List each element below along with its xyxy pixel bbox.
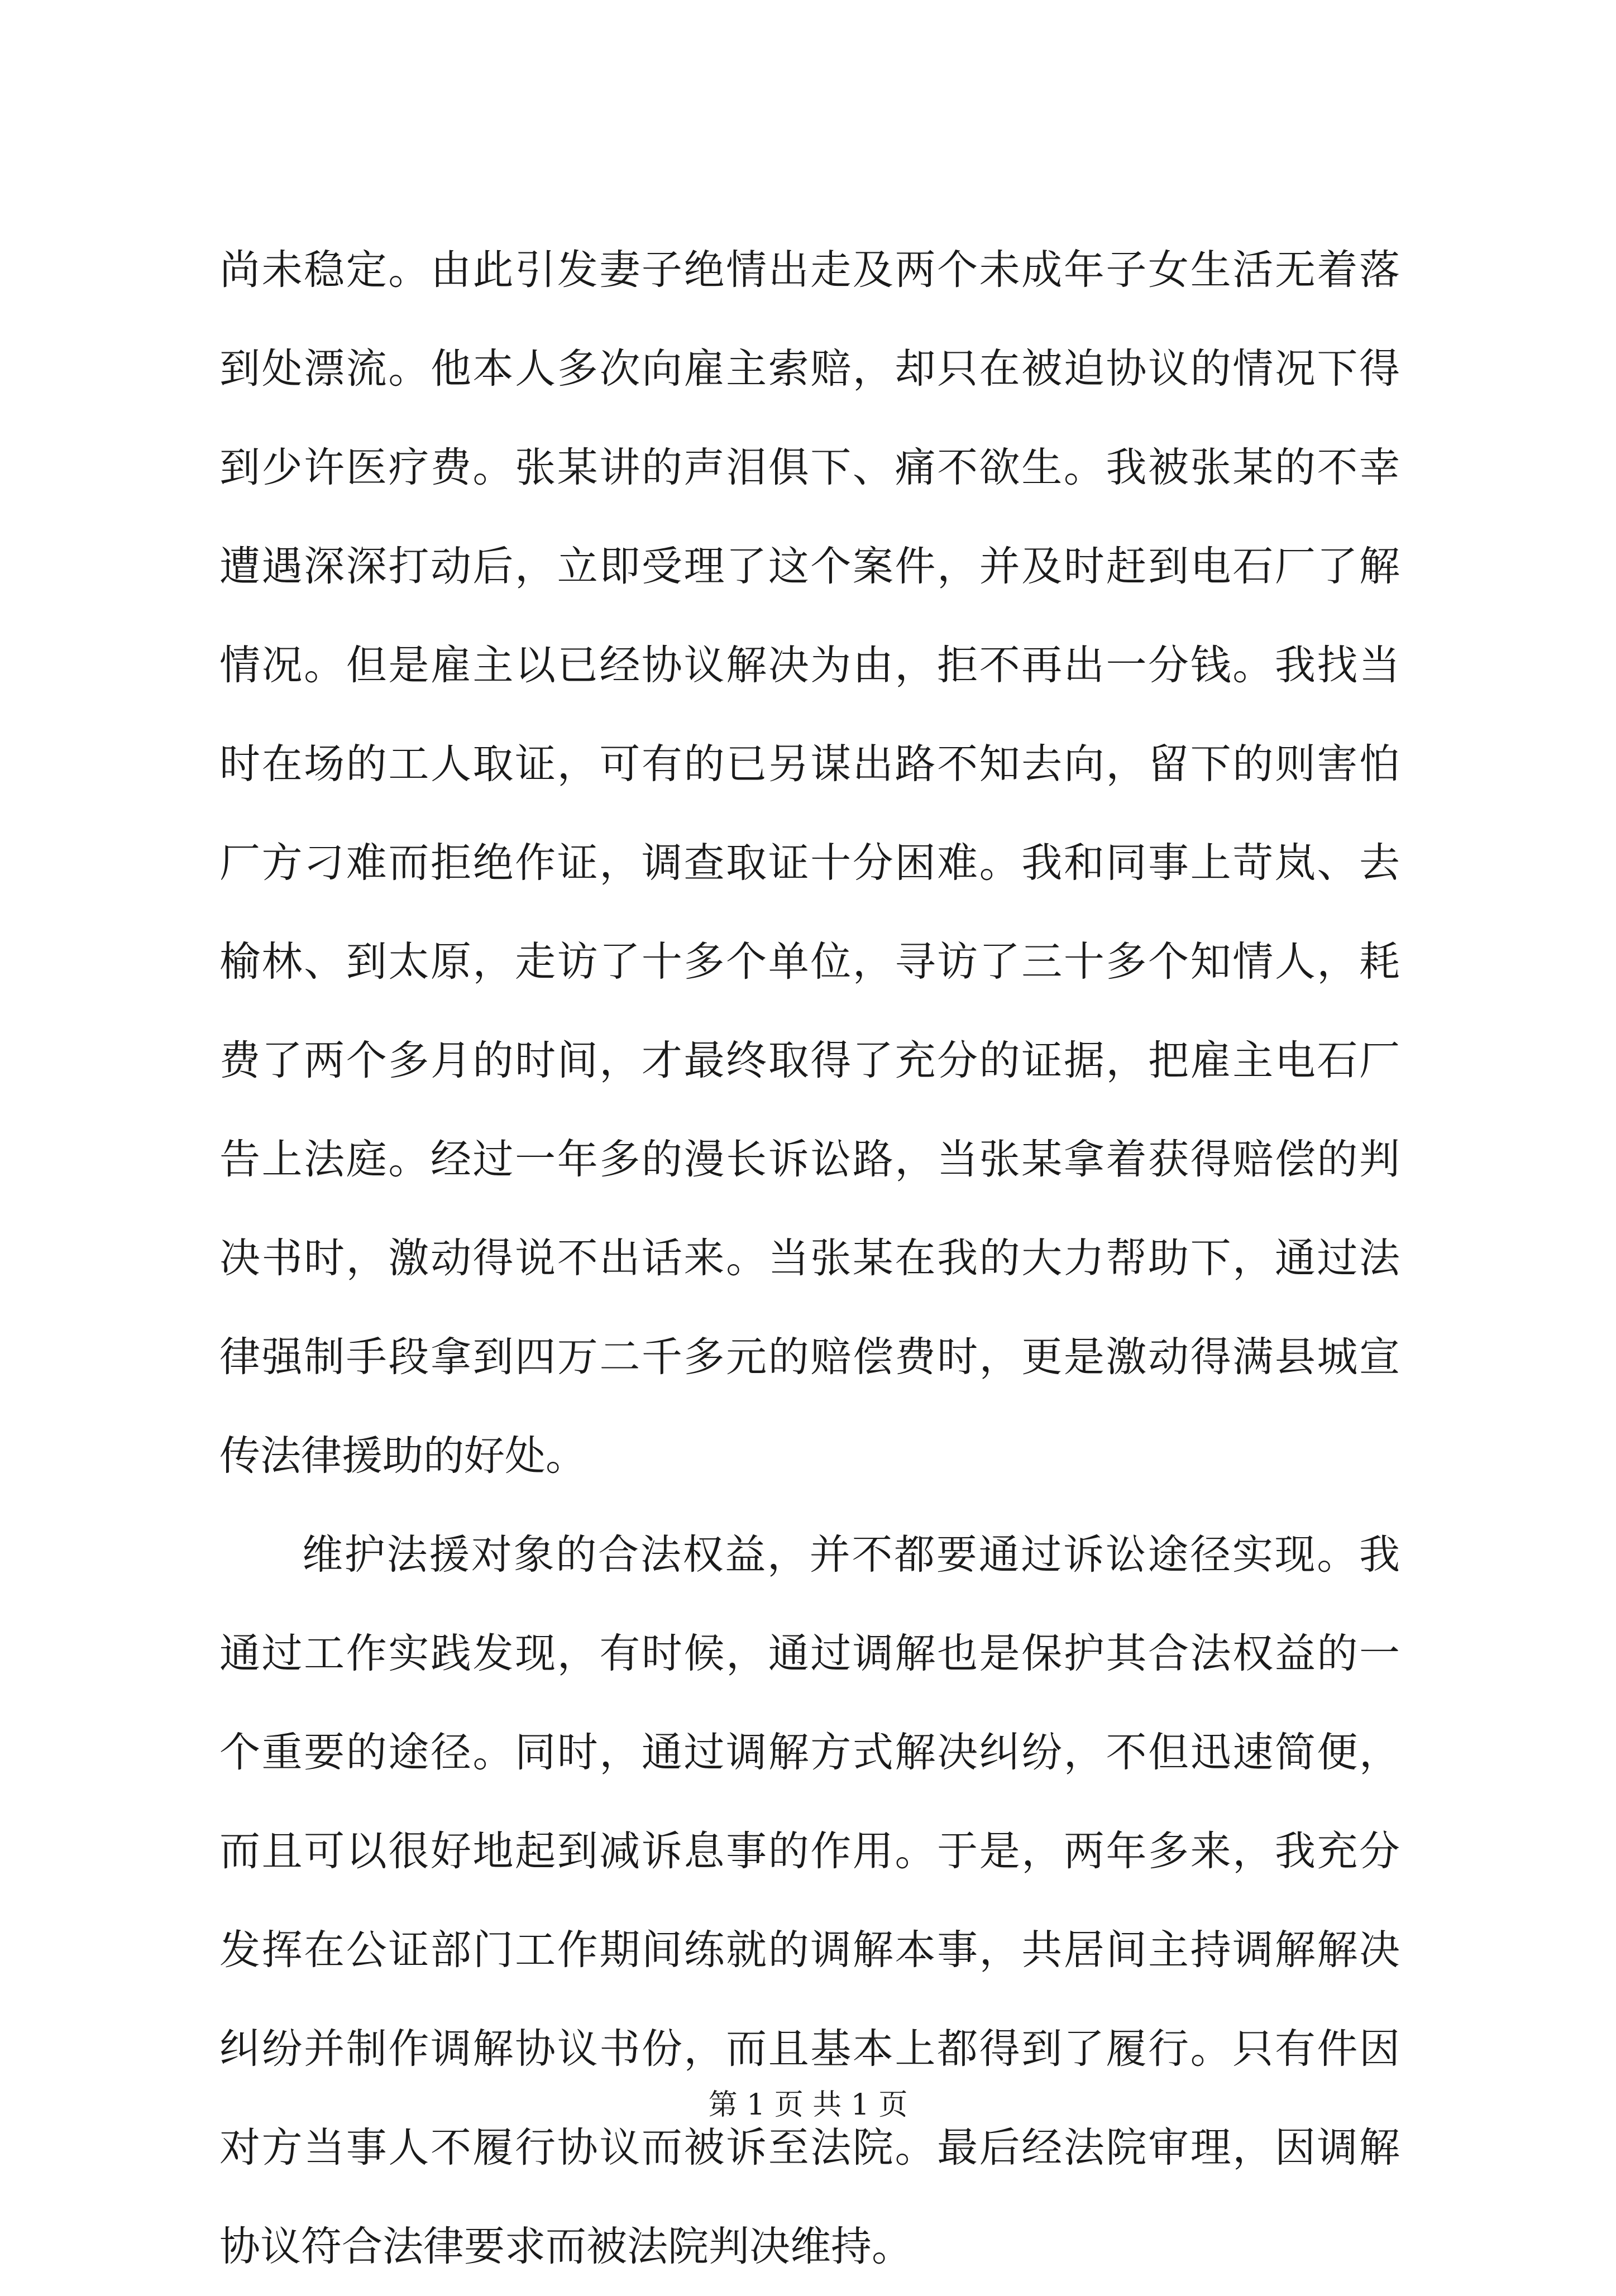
text-line: 遭遇深深打动后，立即受理了这个案件，并及时赶到电石厂了解: [219, 543, 1400, 590]
text-line: 而且可以很好地起到减诉息事的作用。于是，两年多来，我充分: [219, 1828, 1400, 1875]
text-line: 尚未稳定。由此引发妻子绝情出走及两个未成年子女生活无着落: [219, 246, 1400, 294]
page-number-footer: 第 1 页 共 1 页: [708, 2088, 908, 2122]
text-line: 到少许医疗费。张某讲的声泪俱下、痛不欲生。我被张某的不幸: [219, 444, 1400, 491]
text-line: 个重要的途径。同时，通过调解方式解决纠纷，不但迅速简便，: [219, 1729, 1400, 1776]
paragraph: [219, 221, 1400, 1505]
text-line: 对方当事人不履行协议而被诉至法院。最后经法院审理，因调解: [219, 2124, 1400, 2171]
paragraph: [219, 1505, 1400, 2296]
text-line: 费了两个多月的时间，才最终取得了充分的证据，把雇主电石厂: [219, 1037, 1400, 1084]
text-line: 纠纷并制作调解协议书份，而且基本上都得到了履行。只有件因: [219, 2025, 1400, 2073]
text-line: 传法律援助的好处。: [219, 1432, 586, 1480]
text-line: 榆林、到太原，走访了十多个单位，寻访了三十多个知情人，耗: [219, 938, 1400, 986]
text-line: 律强制手段拿到四万二千多元的赔偿费时，更是激动得满县城宣: [219, 1333, 1400, 1381]
text-line: 厂方刁难而拒绝作证，调查取证十分困难。我和同事上苛岚、去: [219, 839, 1400, 887]
body-text: [219, 221, 1400, 2296]
text-line: 维护法援对象的合法权益，并不都要通过诉讼途径实现。我: [302, 1531, 1400, 1578]
text-line: 时在场的工人取证，可有的已另谋出路不知去向，留下的则害怕: [219, 740, 1400, 788]
text-line: 决书时，激动得说不出话来。当张某在我的大力帮助下，通过法: [219, 1235, 1400, 1282]
text-line: 到处漂流。他本人多次向雇主索赔，却只在被迫协议的情况下得: [219, 345, 1400, 393]
text-line: 通过工作实践发现，有时候，通过调解也是保护其合法权益的一: [219, 1630, 1400, 1677]
text-line: 告上法庭。经过一年多的漫长诉讼路，当张某拿着获得赔偿的判: [219, 1136, 1400, 1183]
text-line: 情况。但是雇主以已经协议解决为由，拒不再出一分钱。我找当: [219, 642, 1400, 689]
text-line: 协议符合法律要求而被法院判决维持。: [219, 2223, 912, 2270]
text-line: 发挥在公证部门工作期间练就的调解本事，共居间主持调解解决: [219, 1926, 1400, 1974]
